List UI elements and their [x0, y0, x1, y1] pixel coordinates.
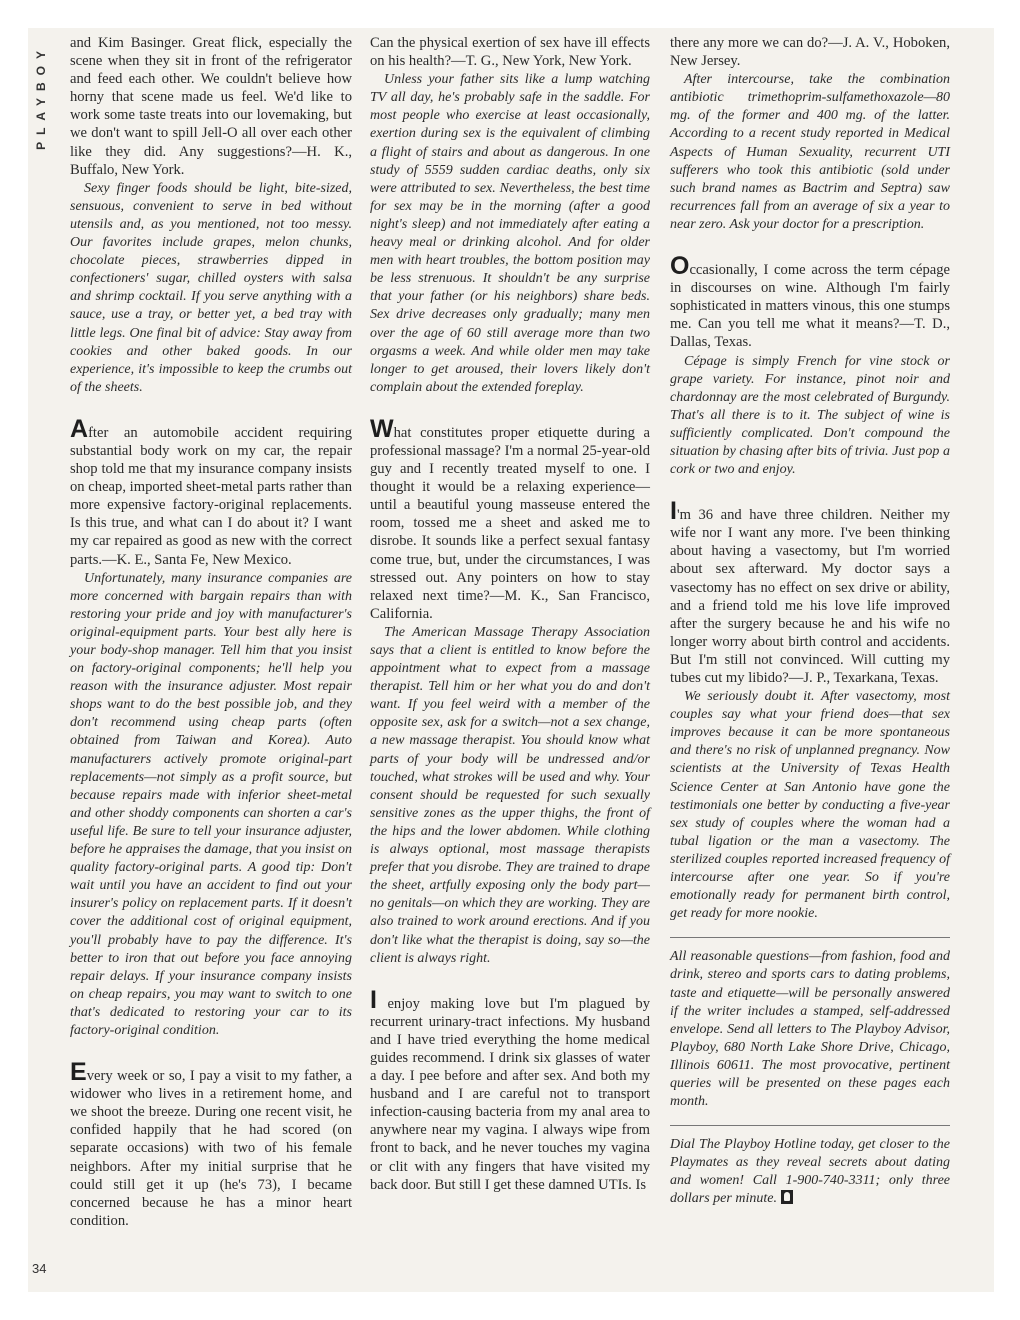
- rabbit-logo-icon: [781, 1190, 793, 1204]
- answer-text: Sexy finger foods should be light, bite-sized, sensuous, convenient to serve in bed without utensils and, as you mentioned, not too messy. Our favorites include grapes, melon chunks, chocolate pieces, strawberries dipped in confectioners' sugar, chilled oysters with salsa and shrimp cocktail. If you serve anything with a sauce, use a tray, or better yet, a bed tray with little legs. One final bit of advice: Stay away from cookies and other baked goods. In our experience, it's impossible to keep the crumbs out of the sheets.: [70, 180, 352, 395]
- question-body: hat constitutes proper etiquette during a professional massage? I'm a normal 25-year-old guy and I recently treated myself to one. I thought it would be a relaxing experience—until a beautiful young masseuse entered the room, tossed me a sheet and asked me to disrobe. It sounds like a perfect sexual fantasy come true, but, under the circumstances, I was stressed out. Any pointers on how to stay relaxed next time?—M. K., San Francisco, California.: [370, 424, 650, 622]
- drop-cap: I: [670, 497, 677, 526]
- column-3: [670, 34, 950, 1209]
- answer-text: Unfortunately, many insurance companies are more concerned with bargain repairs than with restoring your pride and joy with manufacturer's original-equipment parts. Your best ally here is your body-shop manager. Tell him that you insist on factory-original components; he'll help you reason with the insurance adjuster. Most repair shops want to do the best possible job, and they don't recommend using cheap parts (often obtained from Taiwan and Korea). Auto manufacturers actively promote original-part replacements—not simply as a profit source, but because repairs made with inferior sheet-metal and other shoddy components can shorten a car's useful life. Be sure to tell your insurance adjuster, before he appraises the damage, that you insist on quality factory-original parts. A good tip: Don't wait until you have an accident to find out your insurer's policy on replacement parts. If it doesn't cover the additional cost of original equipment, you'll probably have to pay the difference. It's better to iron that out before you face annoying repair delays. If your insurance company insists on cheap repairs, you may want to switch to one that's dedicated to restoring your car to its factory-original condition.: [70, 570, 352, 1038]
- question-text: [70, 1058, 352, 1230]
- answer-text: Unless your father sits like a lump watching TV all day, he's probably safe in the saddle. For most people who exercise at least occasionally, exertion during sex is the equivalent of climbing a flight of stairs and about as dangerous. In one study of 5559 sudden cardiac deaths, only six were attributed to sex. Nevertheless, the best time for sex may be in the morning (after a good night's sleep) and not immediately after eating a heavy meal or drinking alcohol. And for older men with heart troubles, the bottom position may be less strenuous. It shouldn't be any surprise that your father (or his neighbors) share beds. Sex drive decreases only gradually; many men over the age of 60 still average more than two orgasms a week. And while older men may take longer to get aroused, their lovers likely don't complain about the extended foreplay.: [370, 72, 650, 395]
- question-body: enjoy making love but I'm plagued by recurrent urinary-tract infections. My husband and I have tried everything the home medical guides recommend. I drink six glasses of water a day. I pee before and after sex. And both my husband and I are careful not to transport infection-causing bacteria from my anal area to anywhere near my vagina. I always wipe from front to back, and he never touches my vagina or clit with any fingers that have visited my back door. But still I get these damned UTIs. Is: [370, 995, 650, 1193]
- answer-text: We seriously doubt it. After vasectomy, most couples say what your friend does—that sex improves because it can be more spontaneous and there's no risk of unplanned pregnancy. Now scientists at the University of Texas Health Science Center at San Antonio have gone the testimonials one better by conducting a five-year sex study of couples where the woman had a tubal ligation or the man a vasectomy. The sterilized couples reported increased frequency of intercourse after one year. So if you're emotionally ready for permanent birth control, get ready for more nookie.: [670, 689, 950, 922]
- question-text: [670, 497, 950, 687]
- question-text: and Kim Basinger. Great flick, especially the scene when they sit in front of the refrigerator and feed each other. We couldn't believe how horny that scene made us feel. We'd like to work some taste treats into our lovemaking, but we don't want to spill Jell-O all over each other like they did. Any suggestions?—H. K., Buffalo, New York.: [70, 35, 352, 178]
- hotline-note: [670, 1136, 950, 1208]
- drop-cap: E: [70, 1058, 87, 1087]
- question-text: [370, 985, 650, 1194]
- question-text: [70, 414, 352, 569]
- question-text: there any more we can do?—J. A. V., Hoboken, New Jersey.: [670, 35, 950, 70]
- page-number: 34: [32, 1261, 47, 1276]
- advisor-submission-note: All reasonable questions—from fashion, food and drink, stereo and sports cars to dating problems, taste and etiquette—will be personally answered if the writer includes a stamped, self-addressed envelope. Send all letters to The Playboy Advisor, Playboy, 680 North Lake Shore Drive, Chicago, Illinois 60611. The most provocative, pertinent queries will be presented on these pages each month.: [670, 949, 950, 1110]
- answer-text: The American Massage Therapy Association says that a client is entitled to know before the appointment what to expect from a massage therapist. Tell him or her what you do and don't want. If you feel weird with a member of the opposite sex, ask for a switch—not a sex change, a new massage therapist. You should know what parts of your body will be undressed and/or touched, what strokes will be used and why. Your consent should be requested for such sexually sensitive zones as the upper thighs, the front of the hips and the lower abdomen. While clothing is always optional, most massage therapists prefer that you disrobe. They are trained to drape the sheet, artfully exposing only the body part—no genitals—on which they are working. They are also trained to work around erections. And if you don't like what the therapist is doing, say so—the client is always right.: [370, 624, 650, 966]
- drop-cap: W: [370, 414, 394, 443]
- question-text: [370, 414, 650, 623]
- column-1: [70, 34, 352, 1230]
- drop-cap: O: [670, 252, 690, 281]
- question-text: Can the physical exertion of sex have ill effects on his health?—T. G., New York, New York.: [370, 35, 650, 70]
- divider: [670, 1125, 950, 1126]
- question-body: very week or so, I pay a visit to my father, a widower who lives in a retirement home, and we shoot the breeze. During one recent visit, he confided happily that he had scored (on separate occasions) with two of his female neighbors. After my initial surprise that he could still get it up (he's 73), I became concerned because he has a minor heart condition.: [70, 1068, 352, 1229]
- answer-text: After intercourse, take the combination antibiotic trimethoprim-sulfamethoxazole—80 mg. of the former and 400 mg. of the latter. According to a recent study reported in Medical Aspects of Human Sexuality, recurrent UTI sufferers who took this antibiotic (sold under such brand names as Bactrim and Septra) saw recurrences fall from an average of six a year to near zero. Ask your doctor for a prescription.: [670, 72, 950, 232]
- question-body: ccasionally, I come across the term cépage in discourses on wine. Although I'm fairly sophisticated in matters vinous, this one stumps me. Can you tell me what it means?—T. D., Dallas, Texas.: [670, 262, 950, 351]
- column-2: [370, 34, 650, 1194]
- hotline-text: Dial The Playboy Hotline today, get closer to the Playmates as they reveal secrets about dating and women! Call 1-900-740-3311; only three dollars per minute.: [670, 1137, 950, 1207]
- drop-cap: I: [370, 985, 377, 1014]
- magazine-masthead: PLAYBOY: [34, 44, 48, 150]
- question-text: [670, 252, 950, 351]
- question-body: fter an automobile accident requiring substantial body work on my car, the repair shop told me that my insurance company insists on cheap, imported sheet-metal parts rather than more expensive factory-original replacements. Is this true, and what can I do about it? I want my car repaired as good as new with the correct parts.—K. E., Santa Fe, New Mexico.: [70, 424, 352, 568]
- divider: [670, 937, 950, 938]
- drop-cap: A: [70, 414, 89, 443]
- question-body: 'm 36 and have three children. Neither my wife nor I want any more. I've been thinking about having a vasectomy, but I'm worried about sex afterward. My doctor says a vasectomy has no effect on sex drive or ability, and a friend told me his love life improved after the surgery because he and his wife no longer worry about birth control and accidents. But I'm still not convinced. Will cutting my tubes cut my libido?—J. P., Texarkana, Texas.: [670, 507, 950, 686]
- answer-text: Cépage is simply French for vine stock or grape variety. For instance, pinot noir and chardonnay are the most celebrated of Burgundy. That's all there is to it. The subject of wine is sufficiently complicated. Don't compound the situation by chasing after bits of trivia. Just pop a cork or two and enjoy.: [670, 353, 950, 478]
